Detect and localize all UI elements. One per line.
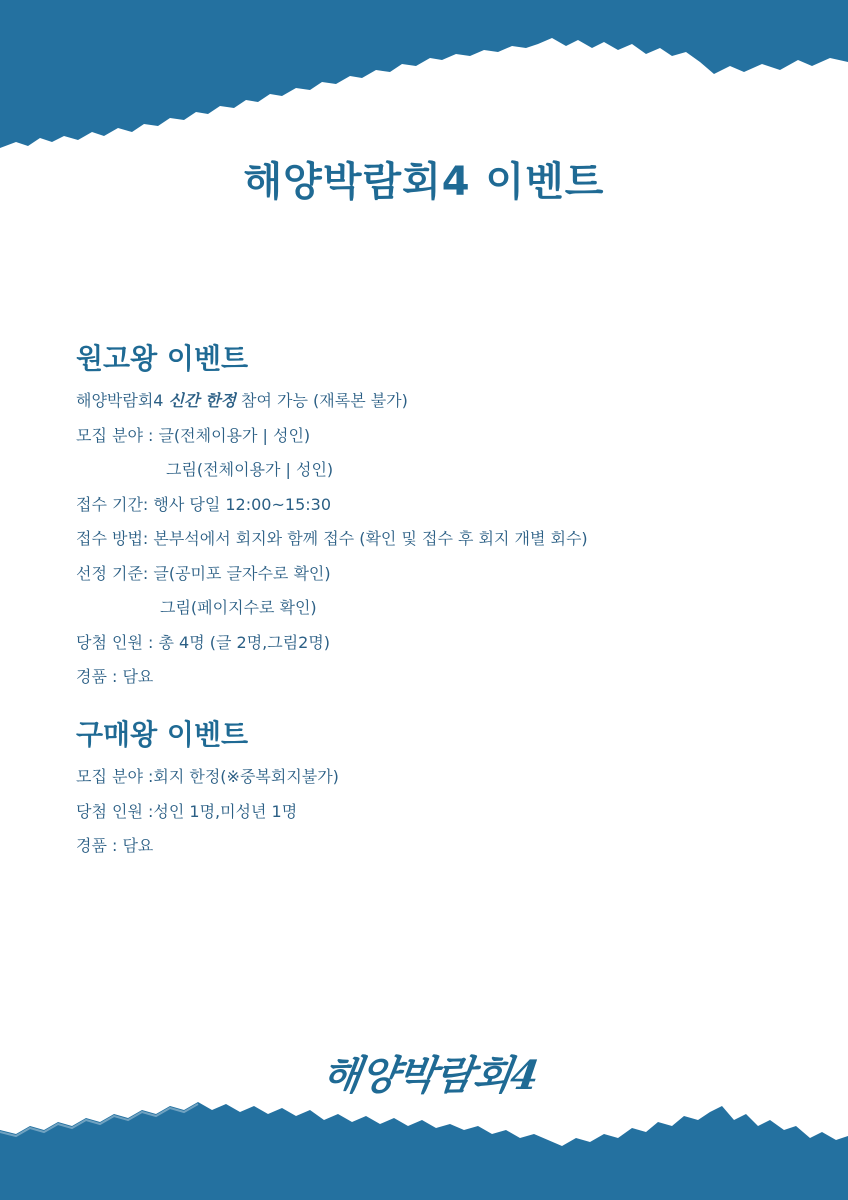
purchase-king-event-section [76,712,796,864]
recruit-field-line: 모집 분야 : 글(전체이용가 | 성인) [76,425,311,445]
recruit-field-line: 모집 분야 :회지 한정(※중복회지불가) [76,767,339,786]
prize-line: 경품 : 담요 [76,667,154,686]
selection-criteria-line: 선정 기준: 글(공미포 글자수로 확인) [76,563,331,583]
eligibility-suffix: 참여 가능 (재록본 불가) [235,391,408,410]
section-heading: 원고왕 이벤트 [76,342,249,375]
top-band-shape [0,0,848,148]
footer-logo: 해양박람회4 [319,1052,541,1099]
winners-count-line: 당첨 인원 :성인 1명,미성년 1명 [76,801,298,821]
bottom-torn-paper-band [0,1080,848,1200]
eligibility-line [76,384,796,419]
top-torn-paper-band [0,0,848,160]
submission-method-line: 접수 방법: 본부석에서 회지와 함께 접수 (확인 및 접수 후 회지 개별 회수) [76,529,588,548]
eligibility-emphasis: 신간 한정 [168,391,236,410]
selection-criteria-continued-line: 그림(페이지수로 확인) [160,598,317,617]
page-title: 해양박람회4 이벤트 [243,159,605,205]
recruit-field-continued-line: 그림(전체이용가 | 성인) [166,460,334,479]
section-heading: 구매왕 이벤트 [76,718,249,751]
bottom-band-shape [0,1102,848,1200]
manuscript-king-event-section [76,336,796,695]
prize-line: 경품 : 담요 [76,836,154,855]
submission-period-line: 접수 기간: 행사 당일 12:00~15:30 [76,494,332,514]
eligibility-prefix: 해양박람회4 [76,391,169,410]
winners-count-line: 당첨 인원 : 총 4명 (글 2명,그림2명) [76,632,331,652]
